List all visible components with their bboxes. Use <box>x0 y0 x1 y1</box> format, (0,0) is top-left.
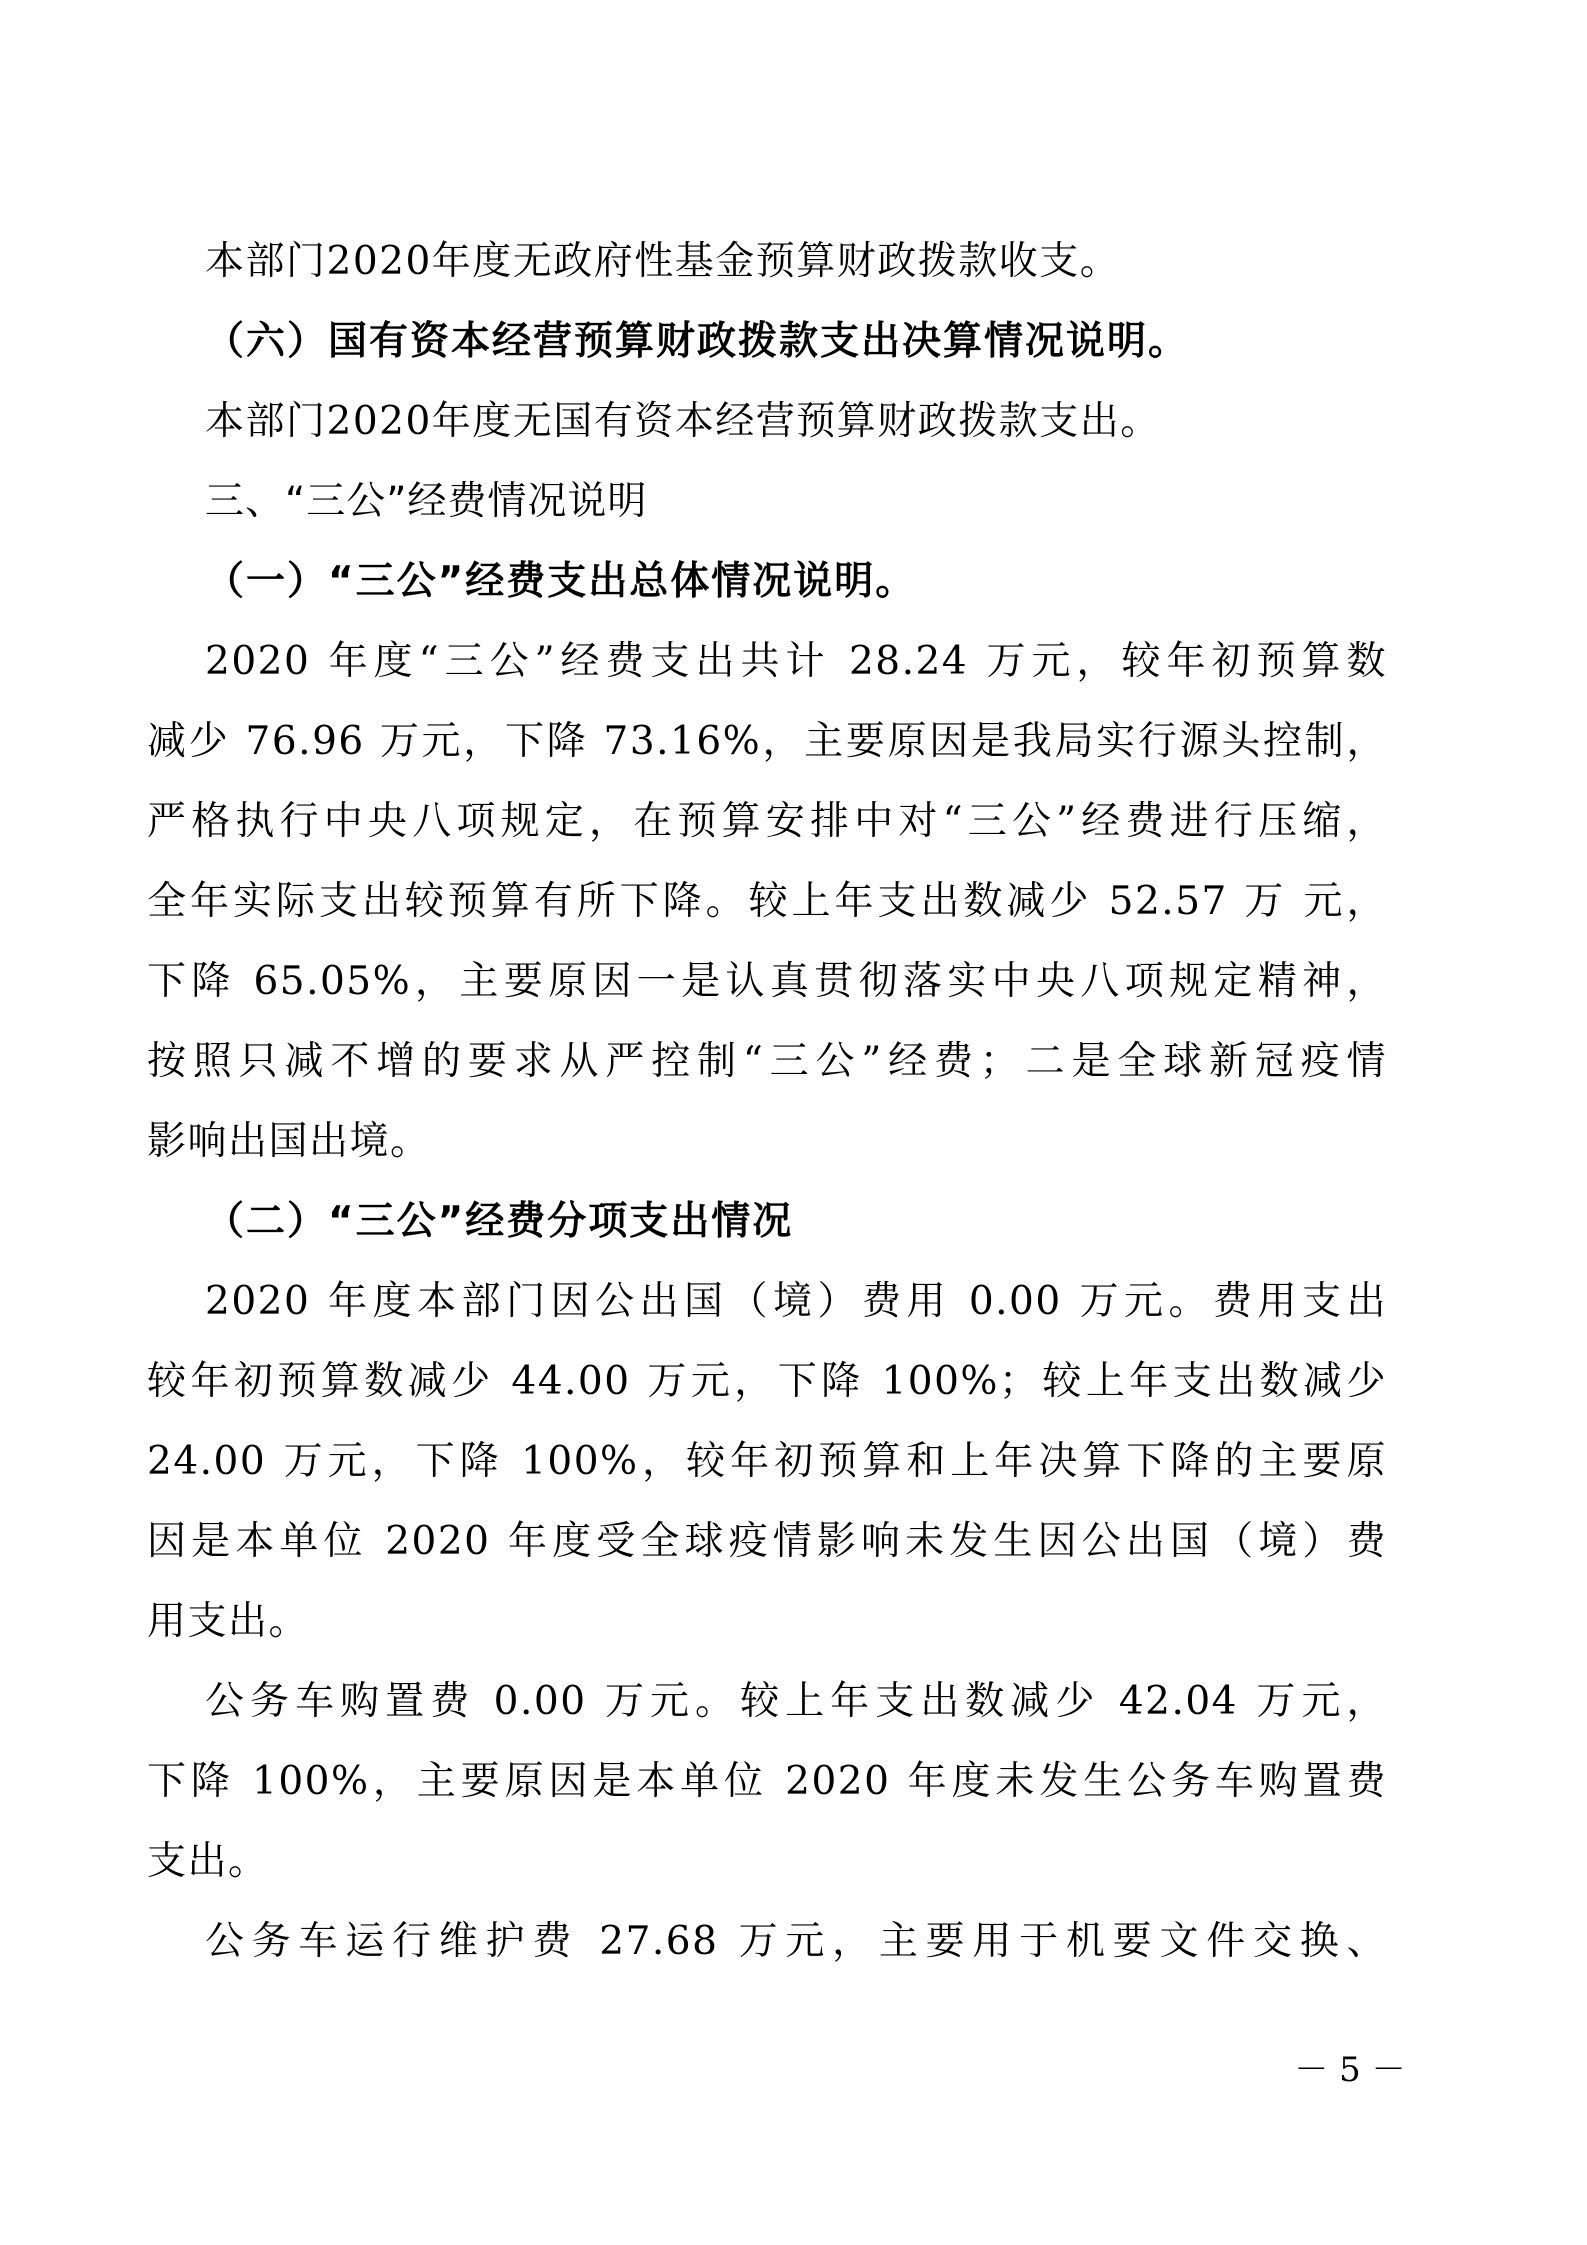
paragraph-government-fund: 本部门2020年度无政府性基金预算财政拨款收支。 <box>205 239 1121 284</box>
paragraph-line: 2020 年度本部门因公出国（境）费用 0.00 万元。费用支出 <box>205 1279 1387 1324</box>
paragraph-line: 下降 100%，主要原因是本单位 2020 年度未发生公务车购置费 <box>147 1759 1387 1804</box>
heading-section-6: （六）国有资本经营预算财政拨款支出决算情况说明。 <box>205 319 1190 364</box>
paragraph-line: 24.00 万元，下降 100%，较年初预算和上年决算下降的主要原 <box>147 1439 1387 1484</box>
paragraph-line: 减少 76.96 万元，下降 73.16%，主要原因是我局实行源头控制， <box>147 719 1387 764</box>
heading-chapter-3: 三、“三公”经费情况说明 <box>205 479 648 524</box>
paragraph-state-capital: 本部门2020年度无国有资本经营预算财政拨款支出。 <box>205 399 1161 444</box>
paragraph-line: 支出。 <box>147 1839 269 1884</box>
paragraph-line: 公务车运行维护费 27.68 万元，主要用于机要文件交换、 <box>205 1919 1387 1964</box>
paragraph-line: 因是本单位 2020 年度受全球疫情影响未发生因公出国（境）费 <box>147 1519 1387 1564</box>
paragraph-line: 严格执行中央八项规定，在预算安排中对“三公”经费进行压缩， <box>147 799 1387 844</box>
heading-subsection-1: （一）“三公”经费支出总体情况说明。 <box>205 559 917 604</box>
paragraph-line: 按照只减不增的要求从严控制“三公”经费；二是全球新冠疫情 <box>147 1039 1387 1084</box>
heading-subsection-2: （二）“三公”经费分项支出情况 <box>205 1199 794 1244</box>
paragraph-line: 公务车购置费 0.00 万元。较上年支出数减少 42.04 万元， <box>205 1679 1387 1724</box>
paragraph-line: 较年初预算数减少 44.00 万元，下降 100%；较上年支出数减少 <box>147 1359 1387 1404</box>
paragraph-line: 2020 年度“三公”经费支出共计 28.24 万元，较年初预算数 <box>205 639 1387 684</box>
paragraph-line: 用支出。 <box>147 1599 310 1644</box>
paragraph-line: 影响出国出境。 <box>147 1119 431 1164</box>
paragraph-line: 下降 65.05%，主要原因一是认真贯彻落实中央八项规定精神， <box>147 959 1387 1004</box>
page-number: － 5 － <box>1294 2050 1406 2090</box>
paragraph-line: 全年实际支出较预算有所下降。较上年支出数减少 52.57 万 元， <box>147 879 1387 924</box>
